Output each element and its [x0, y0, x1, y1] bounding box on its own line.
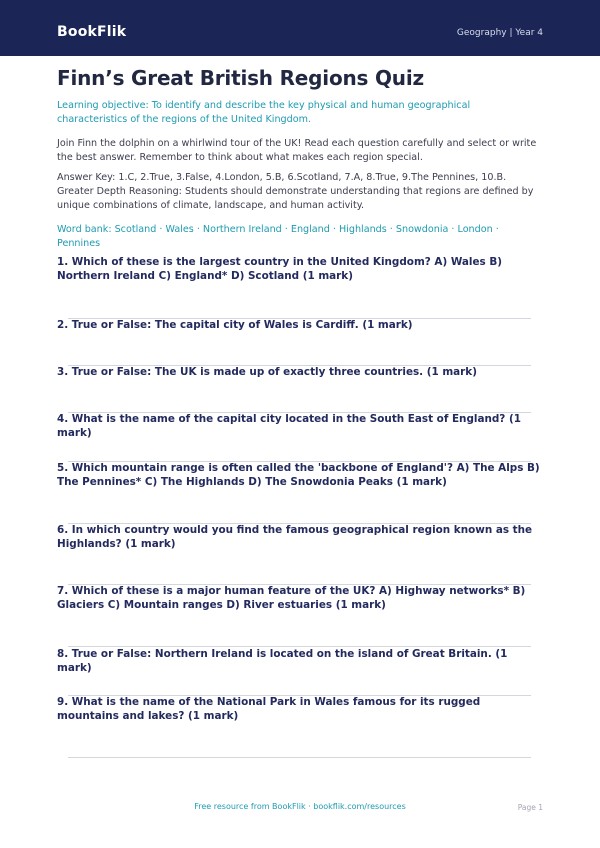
- question-7: 7. Which of these is a major human feature of the UK? A) Highway networks* B) Glaciers C) Mountain ranges D) River estuaries (1 mark): [57, 585, 526, 611]
- intro-text: Join Finn the dolphin on a whirlwind tour of the UK! Read each question carefully and select or write the best answer. Remember to think about what makes each region special.: [57, 138, 537, 163]
- question-6: 6. In which country would you find the famous geographical region known as the Highlands? (1 mark): [57, 524, 533, 550]
- page-title: Finn’s Great British Regions Quiz: [57, 66, 424, 90]
- learning-objective: Learning objective: To identify and describe the key physical and human geographical characteristics of the regions of the United Kingdom.: [57, 100, 471, 125]
- subject-year-label: Geography | Year 4: [456, 28, 543, 38]
- answer-line[interactable]: [68, 757, 531, 758]
- question-3: 3. True or False: The UK is made up of exactly three countries. (1 mark): [57, 366, 477, 378]
- question-9: 9. What is the name of the National Park in Wales famous for its rugged mountains and lakes? (1 mark): [57, 696, 481, 722]
- question-5: 5. Which mountain range is often called the 'backbone of England'? A) The Alps B) The Pennines* C) The Highlands D) The Snowdonia Peaks (1 mark): [57, 462, 540, 488]
- page-number: Page 1: [517, 803, 543, 812]
- footer-source-link[interactable]: Free resource from BookFlik · bookflik.com/resources: [194, 802, 406, 811]
- question-2: 2. True or False: The capital city of Wales is Cardiff. (1 mark): [57, 319, 413, 331]
- question-8: 8. True or False: Northern Ireland is located on the island of Great Britain. (1 mark): [57, 648, 508, 674]
- page-header: [0, 0, 600, 56]
- word-bank: Word bank: Scotland · Wales · Northern Ireland · England · Highlands · Snowdonia · London · Pennines: [57, 224, 499, 249]
- question-4: 4. What is the name of the capital city located in the South East of England? (1 mark): [57, 413, 521, 439]
- answer-key: Answer Key: 1.C, 2.True, 3.False, 4.London, 5.B, 6.Scotland, 7.A, 8.True, 9.The Pennines, 10.B. Greater Depth Reasoning: Students should demonstrate understanding that regions are defined by unique combinations of climate, landscape, and human activity.: [57, 172, 534, 211]
- brand-logo[interactable]: BookFlik: [57, 24, 127, 40]
- question-1: 1. Which of these is the largest country in the United Kingdom? A) Wales B) Northern Ireland C) England* D) Scotland (1 mark): [57, 256, 503, 282]
